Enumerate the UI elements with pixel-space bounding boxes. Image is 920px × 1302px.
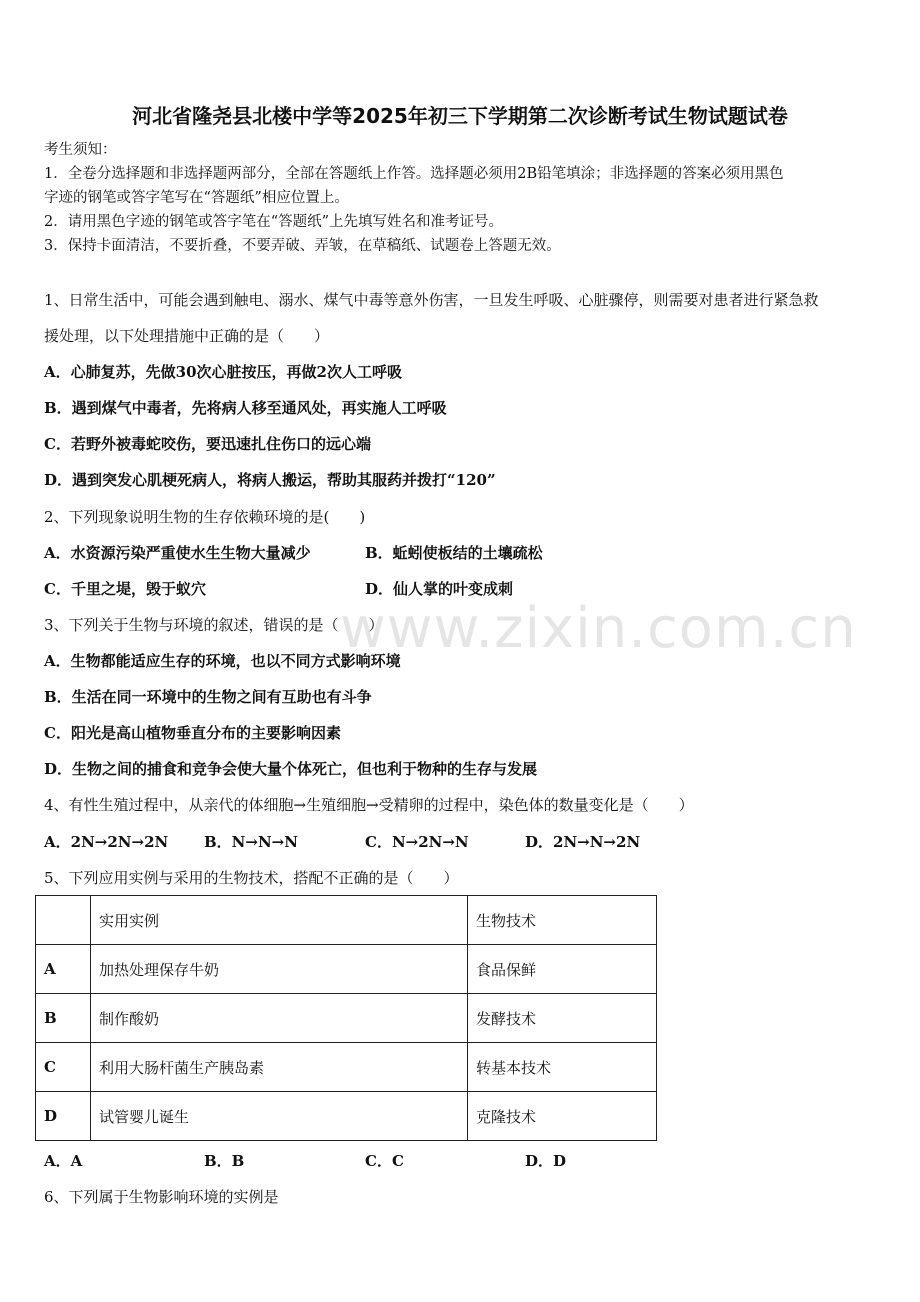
table-row <box>36 1092 657 1141</box>
q5-option-d: D．D <box>525 1152 567 1170</box>
q3-option-c: C．阳光是高山植物垂直分布的主要影响因素 <box>44 724 341 742</box>
notice-item: 3．保持卡面清洁，不要折叠，不要弄破、弄皱，在草稿纸、试题卷上答题无效。 <box>44 238 561 254</box>
table-header-cell: 生物技术 <box>468 896 657 945</box>
q4-option-b: B．N→N→N <box>204 833 298 851</box>
table-cell: B <box>36 994 91 1043</box>
table-cell: C <box>36 1043 91 1092</box>
q2-option-c: C．千里之堤，毁于蚁穴 <box>44 580 206 598</box>
q2-option-d: D．仙人掌的叶变成刺 <box>365 580 514 598</box>
q5-option-b: B．B <box>204 1152 245 1170</box>
q2-option-b: B．蚯蚓使板结的土壤疏松 <box>365 544 543 562</box>
table-cell: A <box>36 945 91 994</box>
table-cell <box>36 896 91 945</box>
table-cell: 制作酸奶 <box>91 994 468 1043</box>
q1-option-b: B．遇到煤气中毒者，先将病人移至通风处，再实施人工呼吸 <box>44 399 447 417</box>
q2-stem: 2、下列现象说明生物的生存依赖环境的是( ) <box>44 508 366 526</box>
table-cell: 试管婴儿诞生 <box>91 1092 468 1141</box>
notice-item: 2．请用黑色字迹的钢笔或答字笔在“答题纸”上先填写姓名和准考证号。 <box>44 214 504 230</box>
table-cell: 转基本技术 <box>468 1043 657 1092</box>
table-row <box>36 945 657 994</box>
q1-stem-line1: 1、日常生活中，可能会遇到触电、溺水、煤气中毒等意外伤害，一旦发生呼吸、心脏骤停，则需要对患者进行紧急救 <box>44 291 819 309</box>
table-row <box>36 1043 657 1092</box>
watermark: www.zixin.com.cn <box>340 596 857 661</box>
notice-item: 字迹的钢笔或答字笔写在“答题纸”相应位置上。 <box>44 190 349 206</box>
page-title: 河北省隆尧县北楼中学等2025年初三下学期第二次诊断考试生物试题试卷 <box>132 104 788 128</box>
q3-option-d: D．生物之间的捕食和竞争会使大量个体死亡，但也利于物种的生存与发展 <box>44 760 538 778</box>
table-cell: 加热处理保存牛奶 <box>91 945 468 994</box>
q5-stem: 5、下列应用实例与采用的生物技术，搭配不正确的是（ ） <box>44 869 459 887</box>
q3-option-b: B．生活在同一环境中的生物之间有互助也有斗争 <box>44 688 372 706</box>
q4-option-d: D．2N→N→2N <box>525 833 641 851</box>
q4-option-c: C．N→2N→N <box>365 833 469 851</box>
notice-heading: 考生须知： <box>44 142 117 158</box>
q1-option-a: A．心肺复苏，先做30次心脏按压，再做2次人工呼吸 <box>44 363 402 381</box>
q4-option-a: A．2N→2N→2N <box>44 833 169 851</box>
q6-stem: 6、下列属于生物影响环境的实例是 <box>44 1188 279 1206</box>
notice-item: 1．全卷分选择题和非选择题两部分，全部在答题纸上作答。选择题必须用2B铅笔填涂；非选择题的答案必须用黑色 <box>44 166 784 182</box>
q1-option-c: C．若野外被毒蛇咬伤，要迅速扎住伤口的远心端 <box>44 435 371 453</box>
table-cell: 利用大肠杆菌生产胰岛素 <box>91 1043 468 1092</box>
q3-option-a: A．生物都能适应生存的环境，也以不同方式影响环境 <box>44 652 401 670</box>
q1-stem-line2: 援处理，以下处理措施中正确的是（ ） <box>44 327 330 345</box>
q5-table <box>35 895 657 1141</box>
table-row <box>36 994 657 1043</box>
table-header-cell: 实用实例 <box>91 896 468 945</box>
table-cell: D <box>36 1092 91 1141</box>
q3-stem: 3、下列关于生物与环境的叙述，错误的是（ ） <box>44 616 384 634</box>
q4-stem: 4、有性生殖过程中，从亲代的体细胞→生殖细胞→受精卵的过程中，染色体的数量变化是（ ） <box>44 796 694 814</box>
q5-option-c: C．C <box>365 1152 404 1170</box>
table-header-row <box>36 896 657 945</box>
q2-option-a: A．水资源污染严重使水生生物大量减少 <box>44 544 311 562</box>
table-cell: 克隆技术 <box>468 1092 657 1141</box>
table-cell: 发酵技术 <box>468 994 657 1043</box>
q5-option-a: A．A <box>44 1152 83 1170</box>
q1-option-d: D．遇到突发心肌梗死病人，将病人搬运，帮助其服药并拨打“120” <box>44 471 496 489</box>
table-cell: 食品保鲜 <box>468 945 657 994</box>
